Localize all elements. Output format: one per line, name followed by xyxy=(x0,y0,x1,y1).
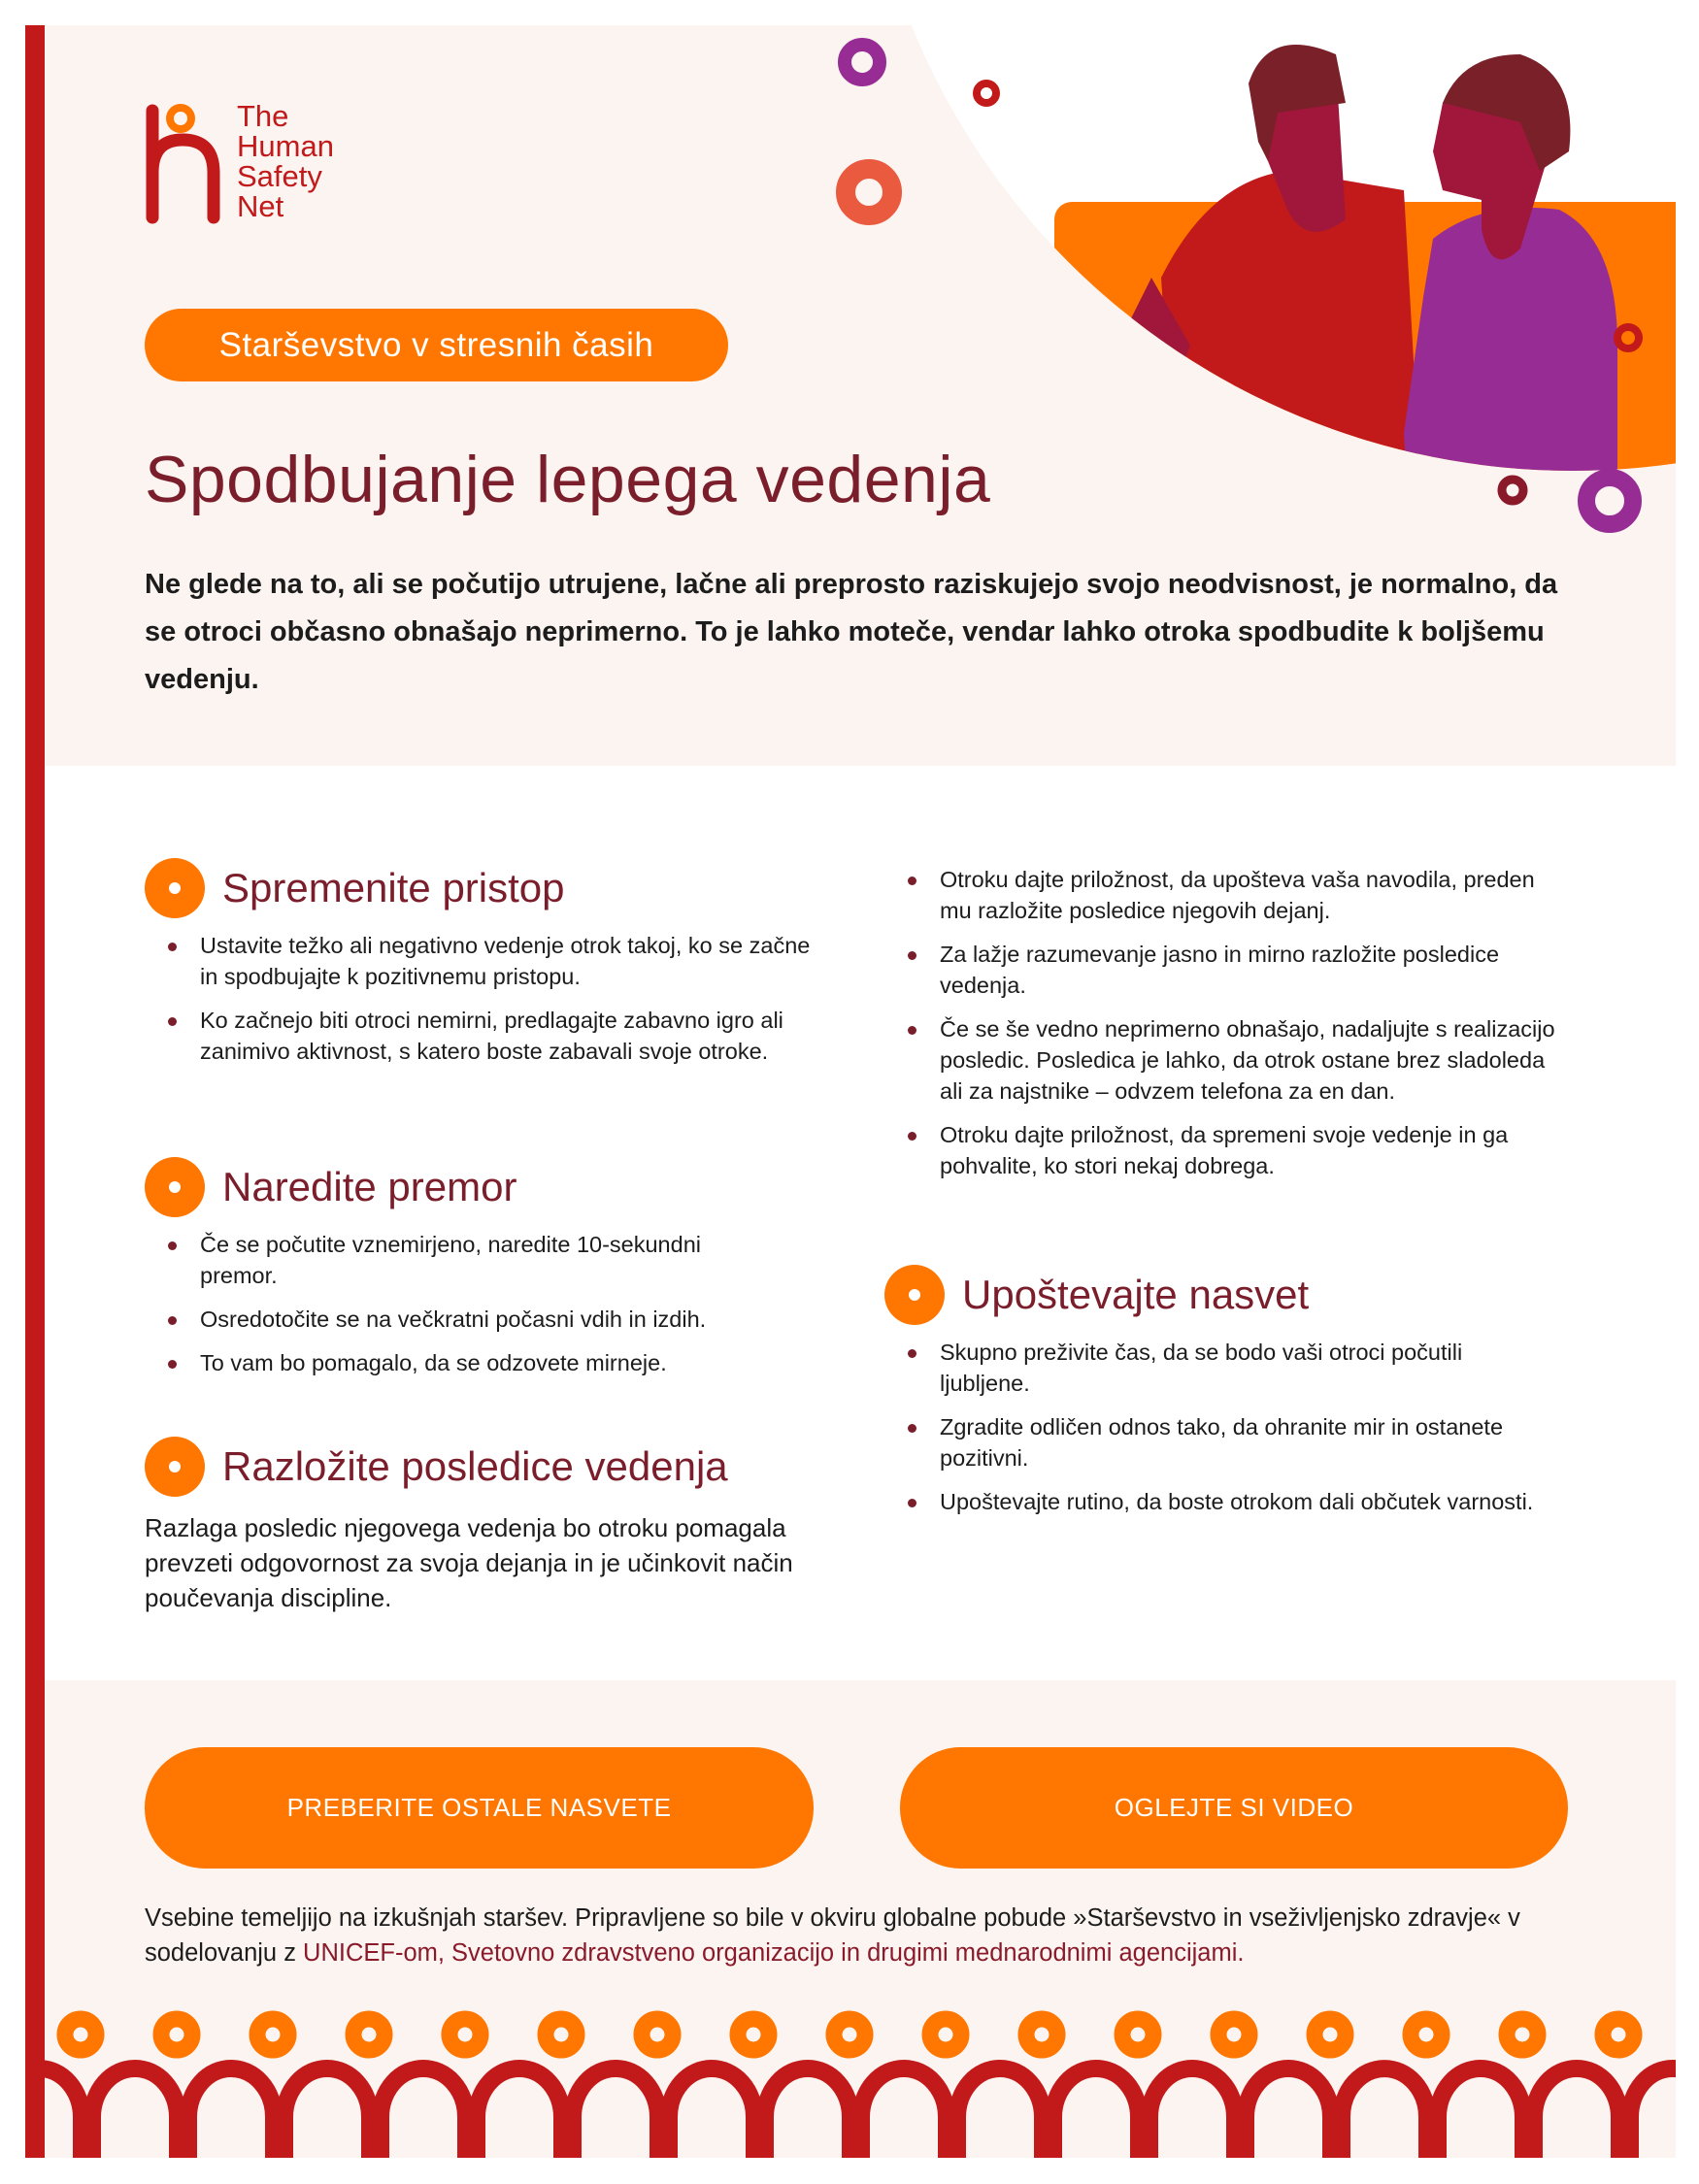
human-safety-net-logo-icon xyxy=(144,103,231,225)
decorative-ring-icon xyxy=(738,2019,769,2050)
section-naredite-premor xyxy=(145,1157,824,1391)
section-title: Razložite posledice vedenja xyxy=(222,1443,728,1489)
decorative-ring-icon xyxy=(834,2019,865,2050)
decorative-ring-icon xyxy=(1507,2019,1538,2050)
decorative-arch xyxy=(477,2068,562,2158)
section-title: Naredite premor xyxy=(222,1164,517,1209)
list-item: Za lažje razumevanje jasno in mirno razložite posledice vedenja. xyxy=(884,939,1503,1001)
list-item: Osredotočite se na večkratni počasni vdih in izdih. xyxy=(145,1304,824,1335)
decorative-ring-icon xyxy=(1315,2019,1346,2050)
list-item: Skupno preživite čas, da se bodo vaši otroci počutili ljubljene. xyxy=(884,1337,1542,1399)
decorative-ring-icon xyxy=(450,2019,481,2050)
decorative-arch xyxy=(765,2068,850,2158)
list-item: To vam bo pomagalo, da se odzovete mirneje. xyxy=(145,1347,824,1378)
logo-line: The xyxy=(237,99,289,133)
decorative-arch xyxy=(381,2068,466,2158)
decorative-arch xyxy=(284,2068,370,2158)
decorative-ring-icon xyxy=(257,2019,288,2050)
decorative-arch xyxy=(188,2068,274,2158)
ring-bullet-icon xyxy=(145,1437,205,1497)
decorative-ring-icon xyxy=(1411,2019,1442,2050)
intro-text: Ne glede na to, ali se počutijo utrujene, lačne ali preprosto raziskujejo svojo neodvisnost, je normalno, da se otroci občasno obnašajo neprimerno. To je lahko moteče, vendar lahko otroka spodbudite k boljšemu vedenju. xyxy=(145,569,1558,695)
decorative-ring-icon xyxy=(1218,2019,1249,2050)
list-item: Otroku dajte priložnost, da upošteva vaša navodila, preden mu razložite posledice njegovih dejanj. xyxy=(884,864,1564,926)
footer-credits xyxy=(145,1901,1601,1970)
decorative-ring-icon xyxy=(1603,2019,1634,2050)
list-item: Ustavite težko ali negativno vedenje otrok takoj, ko se začne in spodbujajte k pozitivnemu pristopu. xyxy=(145,930,824,992)
category-badge: Starševstvo v stresnih časih xyxy=(145,309,728,381)
logo-wordmark xyxy=(237,101,334,221)
list-item: Otroku dajte priložnost, da spremeni svoje vedenje in ga pohvalite, ko stori nekaj dobrega. xyxy=(884,1119,1564,1181)
logo-line: Human xyxy=(237,129,334,163)
section-title: Spremenite pristop xyxy=(222,865,565,910)
decorative-arch xyxy=(1534,2068,1619,2158)
decorative-ring-icon xyxy=(353,2019,384,2050)
decorative-arch xyxy=(957,2068,1043,2158)
ring-bullet-icon xyxy=(884,1265,945,1325)
decorative-arch xyxy=(92,2068,178,2158)
decorative-arch xyxy=(1149,2068,1235,2158)
decorative-ring-icon xyxy=(161,2019,192,2050)
section-title: Upoštevajte nasvet xyxy=(962,1272,1310,1317)
list-item: Ko začnejo biti otroci nemirni, predlagajte zabavno igro ali zanimivo aktivnost, s katero boste zabavali svoje otroke. xyxy=(145,1005,824,1067)
logo-line: Net xyxy=(237,189,284,223)
left-accent-bar xyxy=(25,25,45,2158)
decorative-arch xyxy=(861,2068,947,2158)
list-item: Če se še vedno neprimerno obnašajo, nadaljujte s realizacijo posledic. Posledica je lahko, da otrok ostane brez sladoleda ali za najstnike – odvzem telefona za en dan. xyxy=(884,1013,1564,1107)
decorative-arch xyxy=(1438,2068,1523,2158)
ring-bullet-icon xyxy=(145,1157,205,1217)
section-razlozite-posledice xyxy=(145,1437,805,1615)
decorative-ring-icon xyxy=(65,2019,96,2050)
section-razlozite-posledice-bullets xyxy=(884,864,1622,1194)
decorative-ring-icon xyxy=(1122,2019,1153,2050)
ring-bullet-icon xyxy=(145,858,205,918)
footer-partners-link[interactable]: UNICEF-om, Svetovno zdravstveno organizacijo in drugimi mednarodnimi agencijami. xyxy=(303,1939,1245,1967)
decorative-ring-icon xyxy=(1026,2019,1057,2050)
page-title: Spodbujanje lepega vedenja xyxy=(145,443,991,516)
decorative-ring-icon xyxy=(642,2019,673,2050)
decorative-arch xyxy=(1246,2068,1331,2158)
section-upostevajte-nasvet xyxy=(884,1265,1642,1530)
logo-line: Safety xyxy=(237,159,322,193)
decorative-ring-icon xyxy=(546,2019,577,2050)
list-item: Upoštevajte rutino, da boste otrokom dali občutek varnosti. xyxy=(884,1486,1651,1517)
decorative-ring-icon xyxy=(930,2019,961,2050)
watch-video-button[interactable]: OGLEJTE SI VIDEO xyxy=(900,1747,1568,1869)
list-item: Zgradite odličen odnos tako, da ohranite mir in ostanete pozitivni. xyxy=(884,1411,1542,1473)
section-paragraph: Razlaga posledic njegovega vedenja bo otroku pomagala prevzeti odgovornost za svoja dejanja in je učinkovit način poučevanja discipline. xyxy=(145,1513,793,1612)
footer-text: Vsebine temeljijo na izkušnjah staršev. Pripravljene so bile v okviru globalne pobude »Starševstvo in vseživljenjsko zdravje« v sodelovanju z xyxy=(145,1904,1520,1967)
decorative-arch xyxy=(45,2068,82,2158)
decorative-arch xyxy=(1342,2068,1427,2158)
section-spremenite-pristop xyxy=(145,858,824,1079)
decorative-arch xyxy=(1053,2068,1139,2158)
decorative-arch xyxy=(669,2068,754,2158)
decorative-arch xyxy=(1630,2068,1676,2158)
decorative-arch xyxy=(573,2068,658,2158)
list-item: Če se počutite vznemirjeno, naredite 10-sekundni premor. xyxy=(145,1229,705,1291)
read-more-tips-button[interactable]: PREBERITE OSTALE NASVETE xyxy=(145,1747,814,1869)
